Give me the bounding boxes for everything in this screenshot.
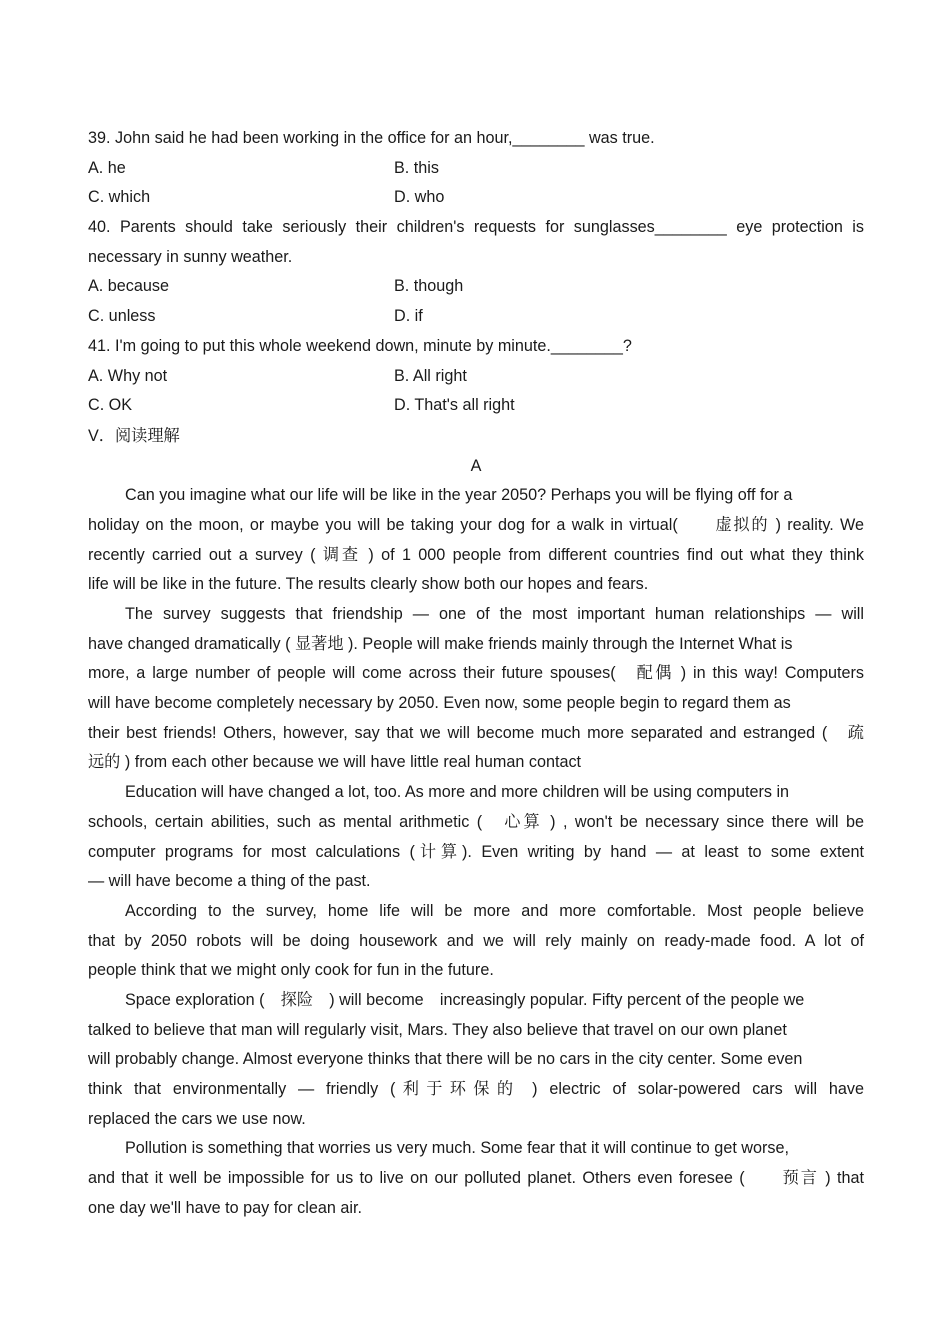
option-row <box>88 302 864 332</box>
option-b: B. though <box>394 277 464 296</box>
paragraph-line: their best friends! Others, however, say that we will become much more separated and estranged ( 疏 <box>88 723 864 742</box>
paragraph-line: talked to believe that man will regularly visit, Mars. They also believe that travel on our own planet <box>88 1020 787 1039</box>
option-row <box>88 272 864 302</box>
option-row <box>88 183 864 213</box>
paragraph-line: The survey suggests that friendship — one of the most important human relationships — will <box>125 605 864 623</box>
option-c: C. which <box>88 188 151 207</box>
question-40 <box>88 213 864 332</box>
passage-label: A <box>470 456 482 475</box>
option-d: D. That's all right <box>394 396 515 415</box>
paragraph-line: more, a large number of people will come across their future spouses( 配偶 ) in this way! Computers <box>88 664 864 683</box>
option-a: A. because <box>88 277 169 296</box>
option-row <box>88 154 864 184</box>
paragraph-line: Can you imagine what our life will be like in the year 2050? Perhaps you will be flying off for a <box>125 486 793 505</box>
question-stem: 40. Parents should take seriously their children's requests for sunglasses________ eye protection is <box>88 218 864 237</box>
page-content <box>88 124 864 1223</box>
paragraph <box>88 481 864 600</box>
option-row <box>88 362 864 392</box>
paragraph-line: that by 2050 robots will be doing housework and we will rely mainly on ready-made food. A lot of <box>88 931 864 950</box>
paragraph-line: Space exploration ( 探险 ) will become increasingly popular. Fifty percent of the people we <box>125 990 805 1009</box>
option-d: D. who <box>394 188 445 207</box>
option-row <box>88 391 864 421</box>
paragraph-line: people think that we might only cook for fun in the future. <box>88 961 494 980</box>
paragraph-line: According to the survey, home life will be more and more comfortable. Most people believe <box>125 901 864 920</box>
section-heading: V．阅读理解 <box>88 426 180 445</box>
paragraph-line: will have become completely necessary by 2050. Even now, some people begin to regard them as <box>88 694 791 713</box>
question-39 <box>88 124 864 213</box>
paragraph-line: computer programs for most calculations (计算). Even writing by hand — at least to some extent <box>88 842 864 861</box>
paragraph-line: recently carried out a survey ( 调查 ) of 1 000 people from different countries find out what they think <box>88 545 864 564</box>
paragraph <box>88 778 864 897</box>
paragraph-line: have changed dramatically ( 显著地 ). People will make friends mainly through the Internet What is <box>88 634 793 653</box>
option-b: B. this <box>394 158 439 177</box>
option-c: C. unless <box>88 307 156 326</box>
paragraph <box>88 600 864 778</box>
paragraph <box>88 1134 864 1223</box>
paragraph-line: Education will have changed a lot, too. As more and more children will be using computers in <box>125 783 790 802</box>
paragraph-line: replaced the cars we use now. <box>88 1109 306 1128</box>
option-c: C. OK <box>88 396 133 415</box>
paragraph <box>88 986 864 1134</box>
paragraph-line: schools, certain abilities, such as mental arithmetic ( 心算 ) , won't be necessary since there will be <box>88 812 864 831</box>
paragraph-line: holiday on the moon, or maybe you will be taking your dog for a walk in virtual( 虚拟的 ) reality. We <box>88 515 864 534</box>
option-a: A. he <box>88 158 126 177</box>
option-d: D. if <box>394 307 423 326</box>
paragraph <box>88 897 864 986</box>
question-stem: 41. I'm going to put this whole weekend down, minute by minute.________? <box>88 336 632 355</box>
option-b: B. All right <box>394 366 467 385</box>
option-a: A. Why not <box>88 366 168 385</box>
question-41 <box>88 332 864 421</box>
paragraph-line: Pollution is something that worries us very much. Some fear that it will continue to get worse, <box>125 1139 789 1158</box>
paragraph-line: think that environmentally — friendly (利于环保的 ) electric of solar-powered cars will have <box>88 1080 864 1098</box>
paragraph-line: one day we'll have to pay for clean air. <box>88 1198 362 1217</box>
paragraph-line: 远的 ) from each other because we will have little real human contact <box>88 753 582 772</box>
paragraph-line: life will be like in the future. The results clearly show both our hopes and fears. <box>88 575 649 594</box>
question-stem-continued: necessary in sunny weather. <box>88 247 293 266</box>
paragraph-line: — will have become a thing of the past. <box>88 872 371 891</box>
question-stem: 39. John said he had been working in the office for an hour,________ was true. <box>88 129 655 147</box>
paragraph-line: will probably change. Almost everyone thinks that there will be no cars in the city center. Some even <box>88 1050 803 1069</box>
paragraph-line: and that it well be impossible for us to live on our polluted planet. Others even foresee ( 预言 ) that <box>88 1169 864 1188</box>
